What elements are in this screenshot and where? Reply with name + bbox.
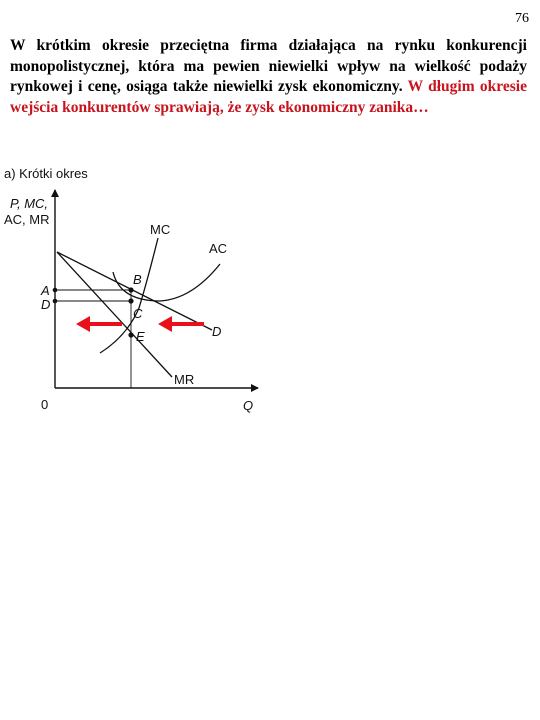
mr-curve bbox=[57, 252, 172, 377]
point-d-axis bbox=[53, 299, 58, 304]
intro-text: W krótkim okresie przeciętna firma działająca na rynku konkurencji monopolistycznej, która ma pewien niewielki wpływ na wielkość podaży rynkowej i cenę, osiąga także niewielki zysk ekonomiczny. bbox=[10, 37, 527, 95]
panel-title: a) Krótki okres bbox=[4, 166, 88, 181]
point-c bbox=[128, 298, 133, 303]
page-number: 76 bbox=[515, 11, 529, 26]
point-e bbox=[128, 332, 133, 337]
mc-label: MC bbox=[150, 222, 171, 237]
right-shift-arrow bbox=[158, 316, 204, 332]
short-run-diagram bbox=[0, 160, 280, 420]
y-axis-label-top: P, MC, bbox=[10, 196, 49, 211]
origin-label: 0 bbox=[41, 397, 49, 412]
point-b-label: B bbox=[133, 272, 142, 287]
mr-label: MR bbox=[174, 372, 195, 387]
left-shift-arrow bbox=[76, 316, 122, 332]
demand-label: D bbox=[212, 324, 222, 339]
ac-label: AC bbox=[209, 241, 228, 256]
intro-highlight: W długim okresie wejścia konkurentów sprawiają, że zysk ekonomiczny zanika… bbox=[10, 78, 527, 116]
point-c-label: C bbox=[133, 306, 143, 321]
price-level-a: A bbox=[41, 283, 50, 298]
point-e-label: E bbox=[136, 329, 145, 344]
point-b bbox=[128, 287, 133, 292]
x-axis-label: Q bbox=[243, 398, 254, 413]
intro-paragraph bbox=[10, 36, 527, 118]
y-axis-label-bottom: AC, MR bbox=[4, 212, 50, 227]
price-level-d: D bbox=[41, 297, 51, 312]
ac-curve bbox=[113, 264, 220, 301]
point-a-axis bbox=[53, 288, 58, 293]
